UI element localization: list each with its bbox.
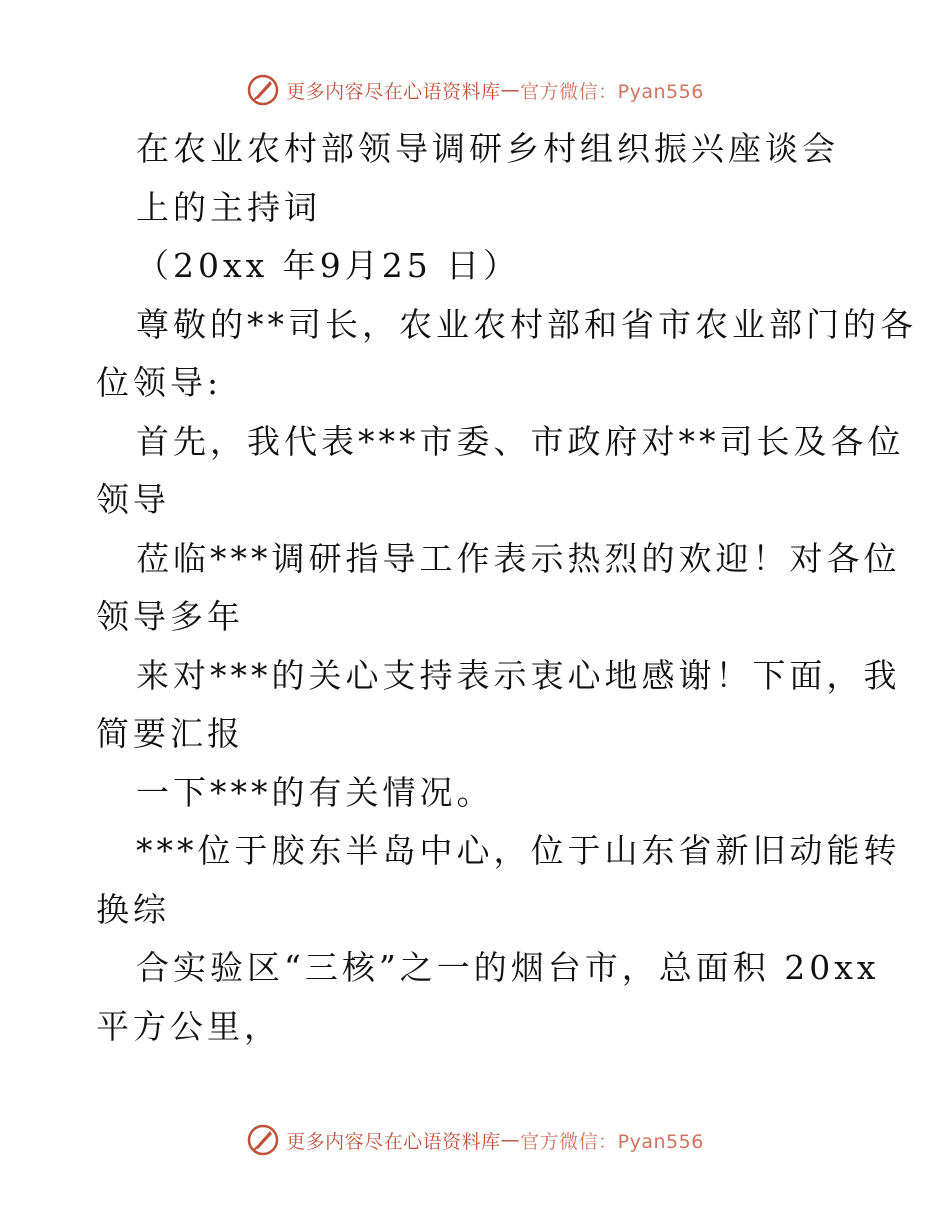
- watermark-brand: 更多内容尽在心语资料库: [286, 1130, 501, 1153]
- document-line: 领导: [96, 480, 170, 519]
- header-watermark: [0, 70, 950, 110]
- document-line: 简要汇报: [96, 714, 244, 753]
- watermark-brand: 更多内容尽在心语资料库: [286, 80, 501, 103]
- document-line: 平方公里，: [96, 1006, 281, 1046]
- document-line: 合实验区“三核”之一的烟台市，总面积 20xx: [136, 948, 880, 987]
- document-line: 来对***的关心支持表示衷心地感谢！下面，我: [136, 655, 901, 695]
- document-line: 莅临***调研指导工作表示热烈的欢迎！对各位: [136, 538, 901, 578]
- quill-logo-icon: [246, 73, 280, 107]
- document-line: 换综: [96, 889, 170, 929]
- document-line: 领导多年: [96, 597, 244, 636]
- document-line: （20xx 年9月25 日）: [136, 246, 521, 285]
- document-line: 首先，我代表***市委、市政府对**司长及各位: [136, 421, 905, 461]
- document-line: 上的主持词: [136, 187, 321, 227]
- document-line: 在农业农村部领导调研乡村组织振兴座谈会: [136, 129, 839, 168]
- watermark-wechat: 官方微信：Pyan556: [520, 1130, 704, 1153]
- document-body: [96, 120, 917, 1056]
- footer-watermark: [0, 1120, 950, 1160]
- watermark-separator: —: [500, 79, 521, 101]
- document-line: 尊敬的**司长，农业农村部和省市农业部门的各: [136, 304, 917, 344]
- watermark-wechat: 官方微信：Pyan556: [520, 80, 704, 103]
- quill-logo-icon: [246, 1123, 280, 1157]
- document-line: 一下***的有关情况。: [136, 772, 494, 812]
- document-line: ***位于胶东半岛中心，位于山东省新旧动能转: [136, 831, 901, 870]
- watermark-separator: —: [500, 1129, 521, 1151]
- document-line: 位领导:: [96, 363, 223, 402]
